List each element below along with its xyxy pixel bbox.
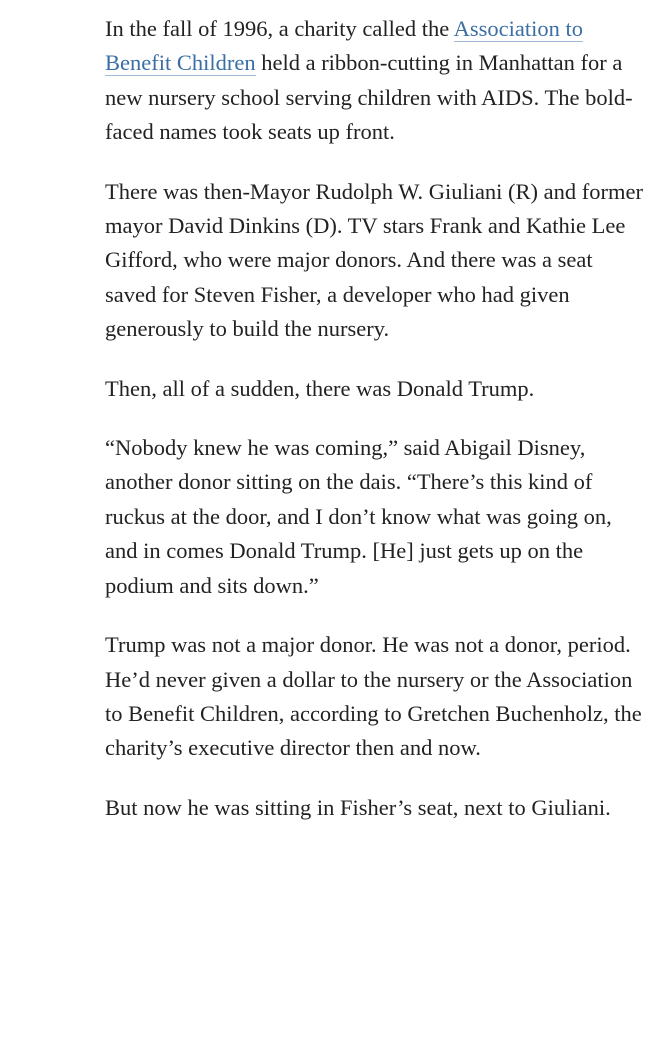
paragraph-5: Trump was not a major donor. He was not a donor, period. He’d never given a dollar to the nursery or the Association to Benefit Children, according to Gretchen Buchenholz, the charity’s executive director then and now. bbox=[105, 632, 642, 761]
article-body bbox=[105, 12, 645, 850]
paragraph-2: There was then-Mayor Rudolph W. Giuliani (R) and former mayor David Dinkins (D). TV stars Frank and Kathie Lee Gifford, who were major donors. And there was a seat saved for Steven Fisher, a developer who had given generously to build the nursery. bbox=[105, 178, 644, 342]
association-link[interactable]: Association to Benefit Children bbox=[105, 16, 583, 76]
paragraph-1-text-end: held a ribbon-cutting in Manhattan for a new nursery school serving children with AIDS. The bold-faced names took seats up front. bbox=[105, 50, 633, 145]
paragraph-4: “Nobody knew he was coming,” said Abigail Disney, another donor sitting on the dais. “There’s this kind of ruckus at the door, and I don’t know what was going on, and in comes Donald Trump. [He] just gets up on the podium and sits down.” bbox=[105, 435, 612, 598]
paragraph-3: Then, all of a sudden, there was Donald Trump. bbox=[105, 375, 535, 401]
paragraph-6: But now he was sitting in Fisher’s seat, next to Giuliani. bbox=[105, 794, 611, 820]
paragraph-1 bbox=[105, 12, 645, 150]
paragraph-1-text-start: In the fall of 1996, a charity called the bbox=[105, 16, 454, 41]
